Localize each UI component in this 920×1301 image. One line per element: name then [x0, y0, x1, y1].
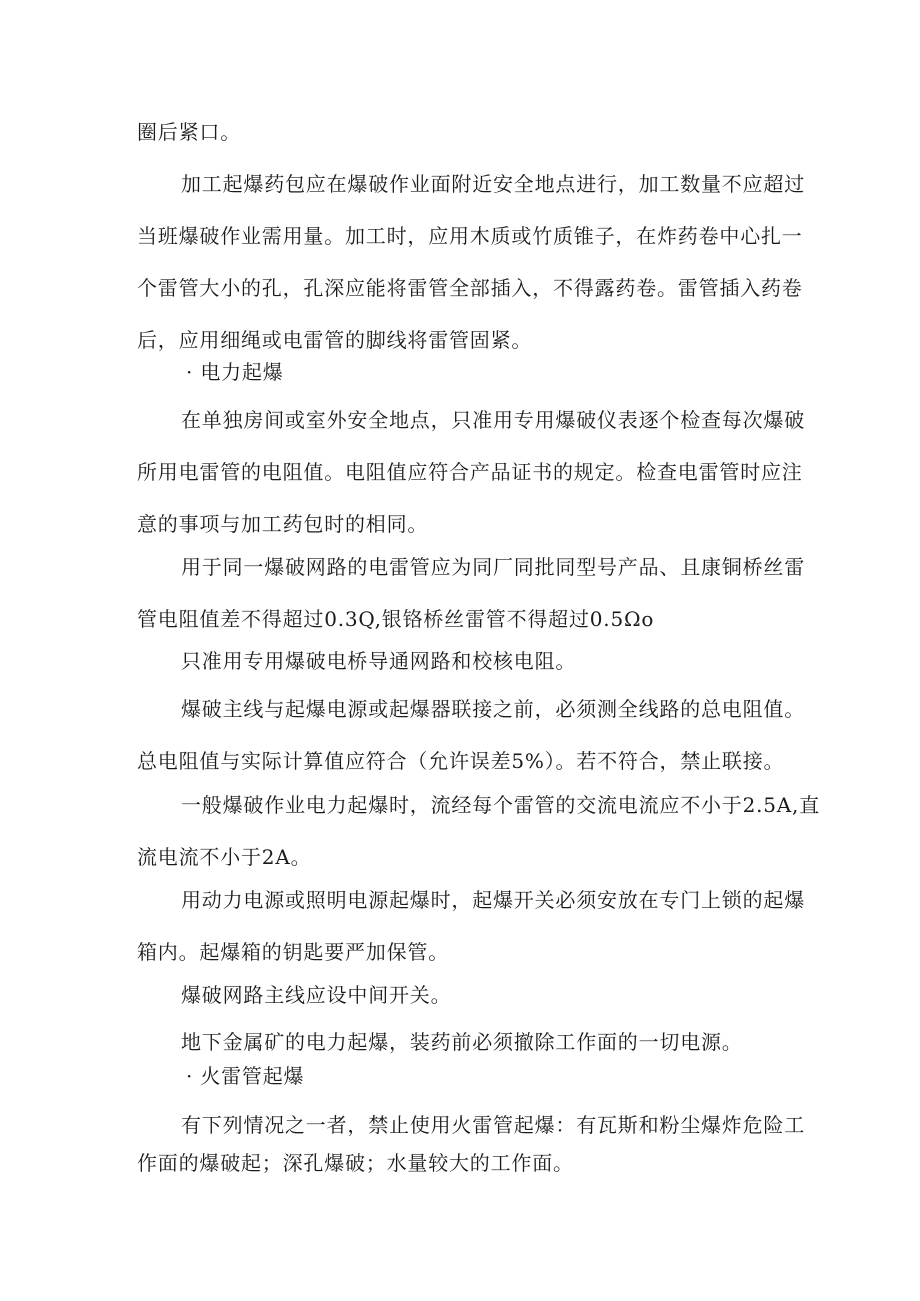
text-line: 加工起爆药包应在爆破作业面附近安全地点进行，加工数量不应超过 — [181, 172, 805, 196]
text-line: 总电阻值与实际计算值应符合（允许误差5%）。若不符合，禁止联接。 — [137, 749, 785, 773]
text-line: 作面的爆破起；深孔爆破；水量较大的工作面。 — [137, 1151, 574, 1175]
text-line: 所用电雷管的电阻值。电阻值应符合产品证书的规定。检查电雷管时应注 — [137, 460, 803, 484]
section-heading: · 火雷管起爆 — [186, 1064, 305, 1088]
text-line: 在单独房间或室外安全地点，只准用专用爆破仪表逐个检查每次爆破 — [181, 408, 805, 432]
text-line: 后，应用细绳或电雷管的脚线将雷管固紧。 — [137, 328, 533, 352]
text-line: 圈后紧口。 — [137, 120, 241, 144]
text-line: 只准用专用爆破电桥导通网路和校核电阻。 — [181, 649, 577, 673]
section-heading: · 电力起爆 — [186, 360, 284, 384]
text-line: 管电阻值差不得超过0.3Q,银铬桥丝雷管不得超过0.5Ωo — [137, 607, 655, 631]
paragraph — [137, 541, 805, 645]
text-line: 一般爆破作业电力起爆时，流经每个雷管的交流电流应不小于2.5A,直 — [181, 793, 821, 817]
paragraph — [137, 635, 787, 687]
paragraph — [137, 683, 805, 787]
text-line: 爆破网路主线应设中间开关。 — [181, 983, 452, 1007]
text-line: 意的事项与加工药包时的相同。 — [137, 512, 429, 536]
text-line: 有下列情况之一者，禁止使用火雷管起爆：有瓦斯和粉尘爆炸危险工 — [181, 1113, 805, 1137]
paragraph — [137, 1106, 805, 1182]
paragraph — [137, 394, 805, 550]
paragraph — [137, 106, 787, 158]
paragraph — [137, 969, 787, 1021]
text-line: 箱内。起爆箱的钥匙要严加保管。 — [137, 940, 449, 964]
text-line: 个雷管大小的孔，孔深应能将雷管全部插入，不得露药卷。雷管插入药卷 — [137, 276, 803, 300]
paragraph — [137, 779, 821, 883]
text-line: 用于同一爆破网路的电雷管应为同厂同批同型号产品、且康铜桥丝雷 — [181, 555, 805, 579]
text-line: 当班爆破作业需用量。加工时，应用木质或竹质锥子，在炸药卷中心扎一 — [137, 224, 803, 248]
paragraph — [137, 158, 805, 366]
text-line: 流电流不小于2A。 — [137, 845, 312, 869]
text-line: 用动力电源或照明电源起爆时，起爆开关必须安放在专门上锁的起爆 — [181, 888, 805, 912]
paragraph — [137, 874, 805, 978]
text-line: 爆破主线与起爆电源或起爆器联接之前，必须测全线路的总电阻值。 — [181, 697, 805, 721]
paragraph — [137, 1023, 787, 1061]
text-line: 地下金属矿的电力起爆，装药前必须撤除工作面的一切电源。 — [181, 1030, 743, 1054]
